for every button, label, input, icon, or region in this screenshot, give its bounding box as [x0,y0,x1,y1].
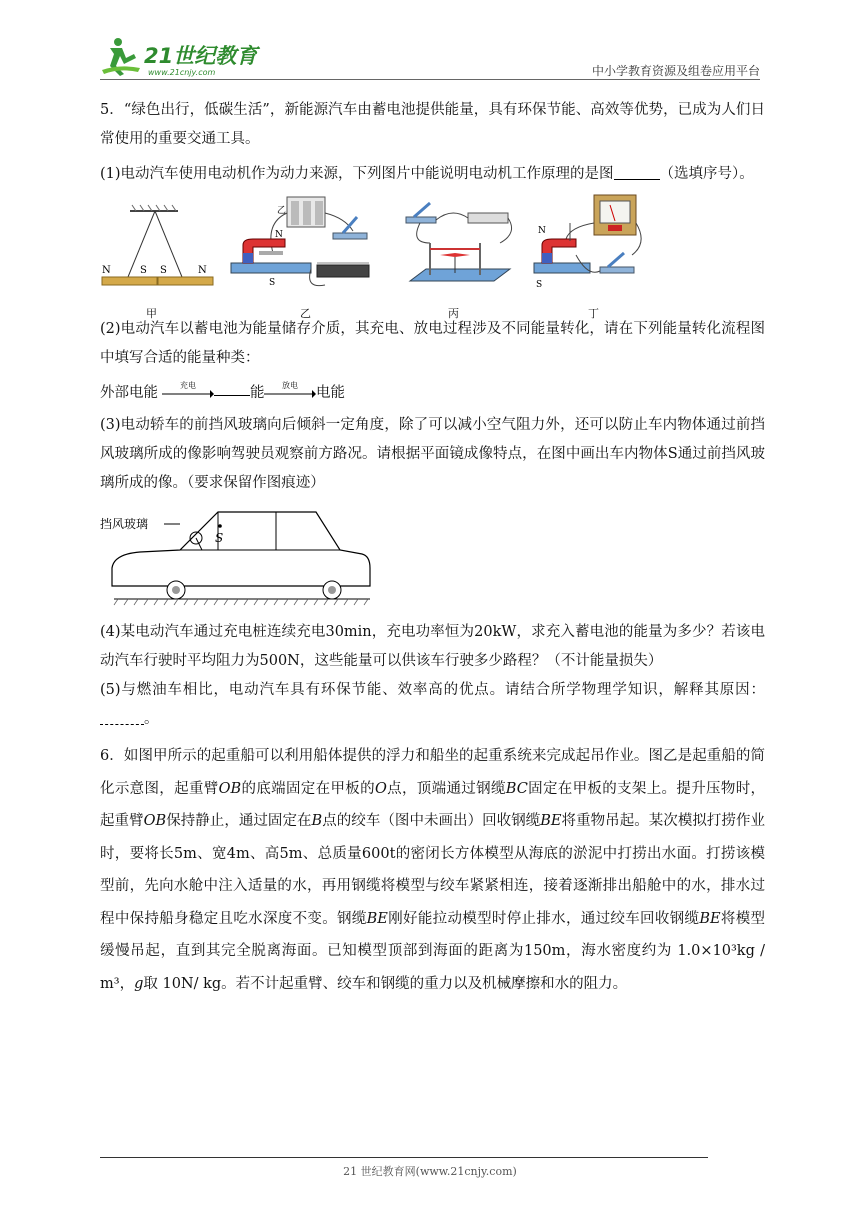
figure-ding [530,193,650,301]
platform-name: 中小学教育资源及组卷应用平台 [591,64,760,78]
answer-blank[interactable] [100,708,144,725]
figure-label-jia: 甲 [146,307,157,320]
car-figure [100,502,765,612]
figure-jia [100,193,215,298]
q5-part1: (1)电动汽车使用电动机作为动力来源，下列图片中能说明电动机工作原理的是图 （选填序号）。 [100,160,765,189]
svg-text:N: N [538,226,546,236]
q5-part5: (5)与燃油车相比，电动汽车具有环保节能、效率高的优点。请结合所学物理学知识，解释其原因：。 [100,682,765,727]
svg-text:乙: 乙 [277,206,287,216]
figure-label-yi: 乙 [300,307,311,320]
flow-mid: 能 [250,385,265,401]
svg-text:www.21cnjy.com: www.21cnjy.com [148,68,216,77]
q5-part4: (4)某电动汽车通过充电桩连续充电30min，充电功率恒为20kW，求充入蓄电池的能量为多少？若该电动汽车行驶时平均阻力为500N，这些能量可以供该车行驶多少路程？（不计能量损失） [100,624,765,669]
figures-row [100,193,765,320]
flow-start: 外部电能 [100,385,158,401]
answer-blank[interactable] [614,163,660,180]
flow-blank[interactable] [214,379,250,396]
svg-text:S: S [215,531,224,545]
energy-flow [100,375,765,411]
page-footer: 21 世纪教育网(www.21cnjy.com) [343,1165,517,1178]
figure-label-ding: 丁 [588,307,599,320]
svg-text:挡风玻璃: 挡风玻璃 [100,517,149,531]
flow-discharge-label: 放电 [282,381,298,390]
car-diagram [100,502,380,610]
q6-text: 6．如图甲所示的起重船可以利用船体提供的浮力和船坐的起重系统来完成起吊作业。图乙是起重船的简化示意图，起重臂OB的底端固定在甲板的O点，顶端通过钢缆BC固定在甲板的支架上。提升压物时，起重臂OB保持静止，通过固定在B点的绞车（图中未画出）回收钢缆BE将重物吊起。某次模拟打捞作业时，要将长5m、宽4m、高5m、总质量600t的密闭长方体模型从海底的淤泥中打捞出水面。打捞该模型前，先向水舱中注入适量的水，再用钢缆将模型与绞车紧紧相连，接着逐渐排出船舱中的水，排水过程中保持船身稳定且吃水深度不变。钢缆BE刚好能拉动模型时停止排水，通过绞车回收钢缆BE将模型缓慢吊起，直到其完全脱离海面。已知模型顶部到海面的距离为150m，海水密度约为 1.0×10³kg / m³，g取 10N/ kg。若不计起重臂、绞车和钢缆的重力以及机械摩擦和水的阻力。 [100,748,766,992]
arrow-right-icon [162,389,214,399]
footer-divider [100,1157,708,1158]
figure-bing [400,193,520,301]
figure-label-bing: 丙 [448,307,459,320]
q5-part3: (3)电动轿车的前挡风玻璃向后倾斜一定角度，除了可以减小空气阻力外，还可以防止车内物体通过前挡风玻璃所成的像影响驾驶员观察前方路况。请根据平面镜成像特点，在图中画出车内物体S通过前挡风玻璃所成的像。（要求保留作图痕迹） [100,417,765,491]
svg-text:S: S [536,280,543,290]
q5-intro: 5．“绿色出行，低碳生活”，新能源汽车由蓄电池提供能量，具有环保节能、高效等优势，已成为人们日常使用的重要交通工具。 [100,102,765,147]
density-formula: 1.0×10³kg / m³ [100,943,765,992]
arrow-right-icon [264,389,316,399]
flow-end: 电能 [316,385,345,401]
logo-icon [100,36,270,80]
svg-text:S: S [269,278,276,288]
q5-part2: (2)电动汽车以蓄电池为能量储存介质，其充电、放电过程涉及不同能量转化，请在下列能量转化流程图中填写合适的能量种类： [100,321,765,366]
flow-charge-label: 充电 [180,381,196,390]
svg-text:21世纪教育: 21世纪教育 [144,44,258,68]
figure-yi [225,193,375,301]
svg-text:S: S [160,265,167,276]
svg-text:N: N [102,265,111,276]
svg-text:N: N [198,265,207,276]
page-header [100,36,760,80]
svg-text:S: S [140,265,147,276]
question-content [100,96,765,1000]
header-divider [100,79,760,80]
svg-text:N: N [275,230,283,240]
